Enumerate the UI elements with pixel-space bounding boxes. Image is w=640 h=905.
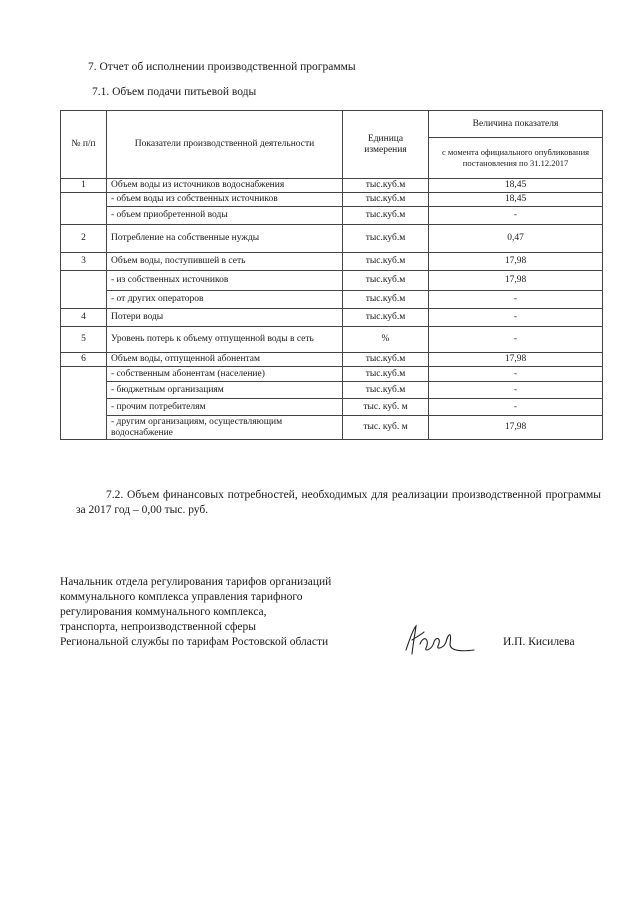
table-row xyxy=(61,309,603,327)
unit-cell: тыс.куб.м xyxy=(343,179,429,193)
subsection-title: 7.1. Объем подачи питьевой воды xyxy=(92,86,257,98)
position-line: регулирования коммунального комплекса, xyxy=(60,606,267,618)
unit-cell: тыс. куб. м xyxy=(343,399,429,416)
table-row xyxy=(61,193,603,207)
table-row xyxy=(61,367,603,382)
table-row xyxy=(61,353,603,367)
indicator-name: - другим организациям, осуществляющим водоснабжение xyxy=(107,416,343,440)
row-number: 6 xyxy=(61,353,107,367)
value-cell: 17,98 xyxy=(429,353,603,367)
indicator-name: Потребление на собственные нужды xyxy=(107,225,343,253)
unit-cell: тыс.куб.м xyxy=(343,207,429,225)
unit-cell: тыс.куб.м xyxy=(343,271,429,291)
value-cell: - xyxy=(429,382,603,399)
indicator-name: Объем воды из источников водоснабжения xyxy=(107,179,343,193)
finance-paragraph: 7.2. Объем финансовых потребностей, необходимых для реализации производственной программы за 2017 год – 0,00 тыс. руб. xyxy=(76,489,601,516)
value-cell: 17,98 xyxy=(429,253,603,271)
row-number xyxy=(61,193,107,225)
header-value-group: Величина показателя xyxy=(429,111,603,138)
table-row xyxy=(61,225,603,253)
unit-cell: тыс.куб.м xyxy=(343,309,429,327)
value-cell: 17,98 xyxy=(429,271,603,291)
unit-cell: тыс.куб.м xyxy=(343,225,429,253)
table-row xyxy=(61,179,603,193)
indicator-name: - из собственных источников xyxy=(107,271,343,291)
signatory-position xyxy=(60,575,390,650)
table-row xyxy=(61,399,603,416)
unit-cell: тыс.куб.м xyxy=(343,367,429,382)
indicator-name: - от других операторов xyxy=(107,291,343,309)
table-row xyxy=(61,382,603,399)
row-number xyxy=(61,271,107,309)
indicator-name: - бюджетным организациям xyxy=(107,382,343,399)
unit-cell: тыс.куб.м xyxy=(343,353,429,367)
indicator-name: - прочим потребителям xyxy=(107,399,343,416)
indicator-name: Объем воды, поступившей в сеть xyxy=(107,253,343,271)
value-cell: 0,47 xyxy=(429,225,603,253)
value-cell: 18,45 xyxy=(429,179,603,193)
unit-cell: тыс. куб. м xyxy=(343,416,429,440)
indicator-name: Объем воды, отпущенной абонентам xyxy=(107,353,343,367)
section-title: 7. Отчет об исполнении производственной программы xyxy=(88,61,356,73)
value-cell: 18,45 xyxy=(429,193,603,207)
value-cell: - xyxy=(429,291,603,309)
position-line: транспорта, непроизводственной сферы xyxy=(60,621,256,633)
unit-cell: тыс.куб.м xyxy=(343,253,429,271)
value-cell: - xyxy=(429,207,603,225)
table-row xyxy=(61,416,603,440)
unit-cell: тыс.куб.м xyxy=(343,291,429,309)
position-line: коммунального комплекса управления тарифного xyxy=(60,591,303,603)
value-cell: - xyxy=(429,327,603,353)
row-number: 4 xyxy=(61,309,107,327)
value-cell: - xyxy=(429,367,603,382)
indicator-name: Уровень потерь к объему отпущенной воды в сеть xyxy=(107,327,343,353)
unit-cell: % xyxy=(343,327,429,353)
value-cell: 17,98 xyxy=(429,416,603,440)
table-row xyxy=(61,327,603,353)
unit-cell: тыс.куб.м xyxy=(343,382,429,399)
table-row xyxy=(61,271,603,291)
table-row xyxy=(61,291,603,309)
indicator-name: - собственным абонентам (население) xyxy=(107,367,343,382)
table-row xyxy=(61,207,603,225)
row-number: 1 xyxy=(61,179,107,193)
indicator-name: Потери воды xyxy=(107,309,343,327)
row-number xyxy=(61,367,107,440)
water-supply-table xyxy=(60,110,603,440)
table-body xyxy=(61,179,603,440)
signer-name: И.П. Кисилева xyxy=(503,636,575,648)
unit-cell: тыс.куб.м xyxy=(343,193,429,207)
header-num: № п/п xyxy=(61,111,107,179)
position-line: Региональной службы по тарифам Ростовской области xyxy=(60,636,329,648)
indicator-name: - объем приобретенной воды xyxy=(107,207,343,225)
indicator-name: - объем воды из собственных источников xyxy=(107,193,343,207)
row-number: 5 xyxy=(61,327,107,353)
handwritten-signature xyxy=(400,620,480,660)
position-line: Начальник отдела регулирования тарифов организаций xyxy=(60,576,332,588)
row-number: 3 xyxy=(61,253,107,271)
header-value-period: с момента официального опубликования постановления по 31.12.2017 xyxy=(429,138,603,179)
row-number: 2 xyxy=(61,225,107,253)
header-unit: Единица измерения xyxy=(343,111,429,179)
header-indicator: Показатели производственной деятельности xyxy=(107,111,343,179)
table-row xyxy=(61,253,603,271)
value-cell: - xyxy=(429,399,603,416)
value-cell: - xyxy=(429,309,603,327)
